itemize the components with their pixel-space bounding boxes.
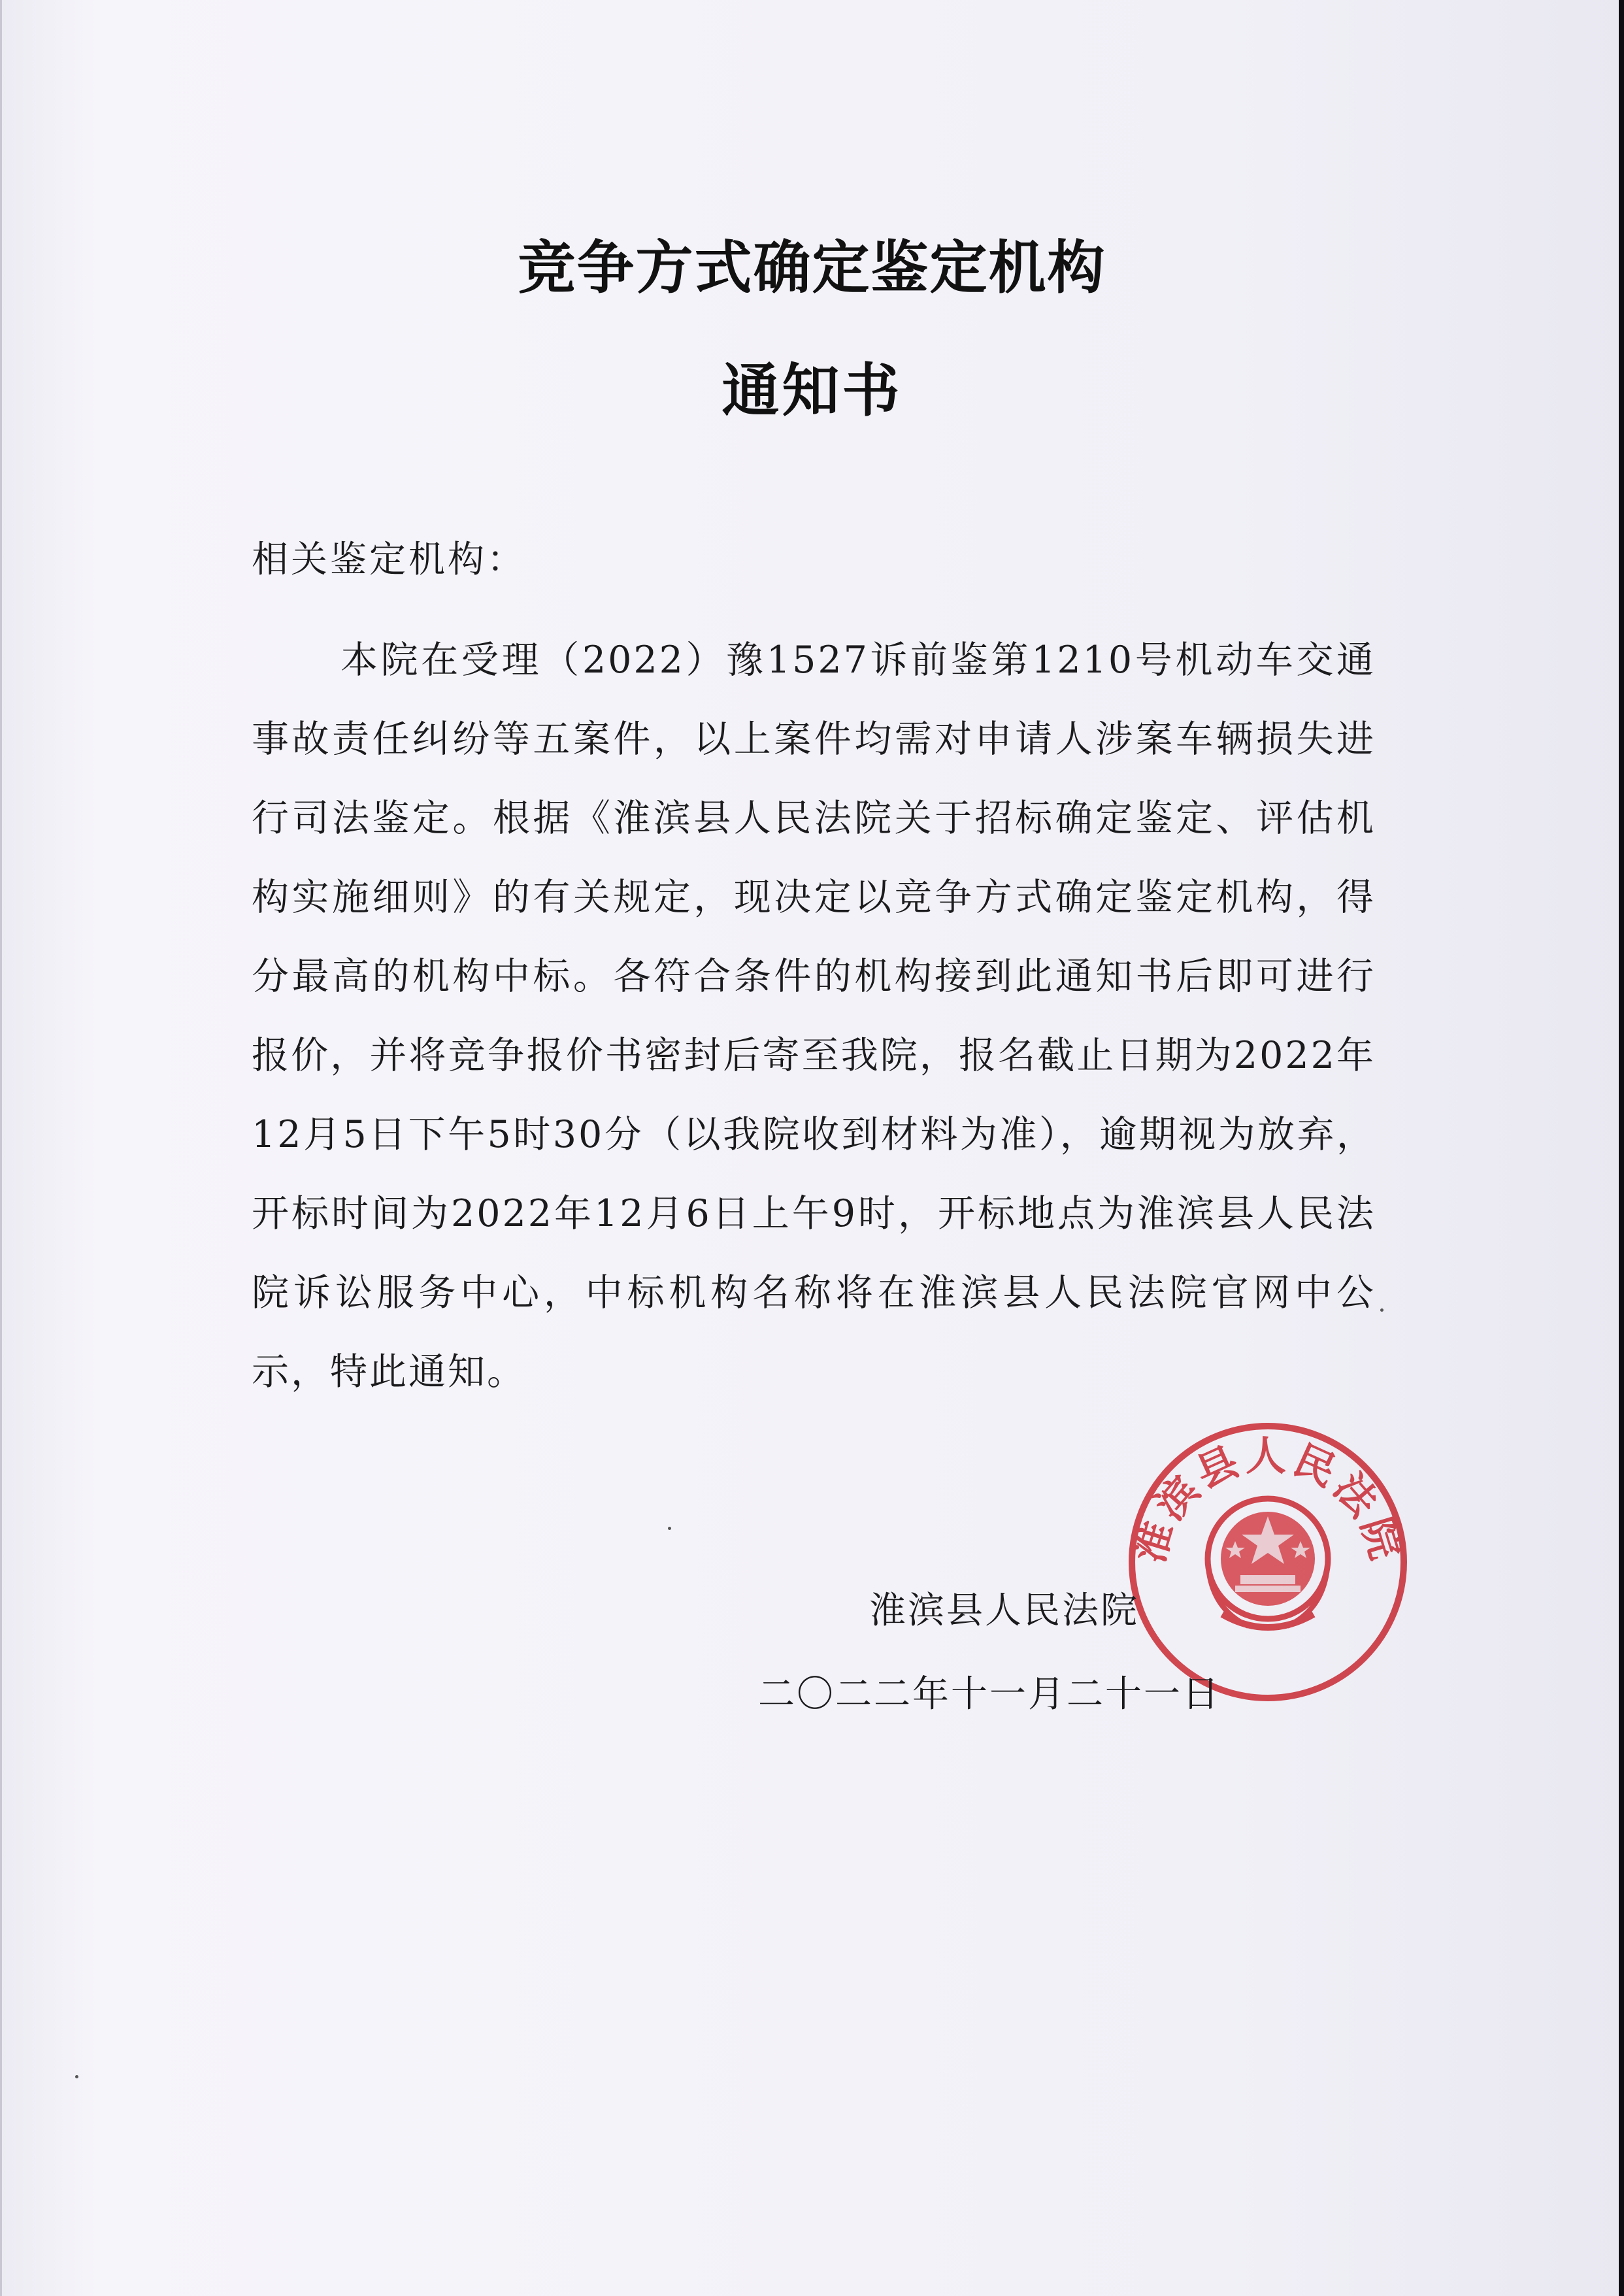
addressee: 相关鉴定机构：	[252, 539, 526, 581]
document-title: 竞争方式确定鉴定机构	[518, 234, 1106, 301]
scan-speck	[668, 1527, 671, 1530]
document-date: 二〇二二年十一月二十一日	[758, 1673, 1221, 1716]
scan-speck	[1380, 1308, 1384, 1312]
signer-name: 淮滨县人民法院	[869, 1589, 1139, 1632]
scan-speck	[75, 2075, 78, 2078]
body-paragraph: 本院在受理（2022）豫1527诉前鉴第1210号机动车交通事故责任纠纷等五案件，以上案件均需对申请人涉案车辆损失进行司法鉴定。根据《淮滨县人民法院关于招标确定鉴定、评估机构实施细则》的有关规定，现决定以竞争方式确定鉴定机构，得分最高的机构中标。各符合条件的机构接到此通知书后即可进行报价，并将竞争报价书密封后寄至我院，报名截止日期为2022年12月5日下午5时30分（以我院收到材料为准），逾期视为放弃，开标时间为2022年12月6日上午9时，开标地点为淮滨县人民法院诉讼服务中心，中标机构名称将在淮滨县人民法院官网中公示，特此通知。	[252, 639, 1376, 1393]
court-seal-icon	[1124, 1418, 1412, 1706]
document-subtitle: 通知书	[721, 357, 903, 424]
national-emblem-icon	[1208, 1499, 1328, 1627]
scan-edge-right	[1619, 0, 1624, 2296]
scan-edge-left	[0, 0, 2, 2296]
seal-text: 淮滨县人民法院	[1125, 1432, 1411, 1569]
